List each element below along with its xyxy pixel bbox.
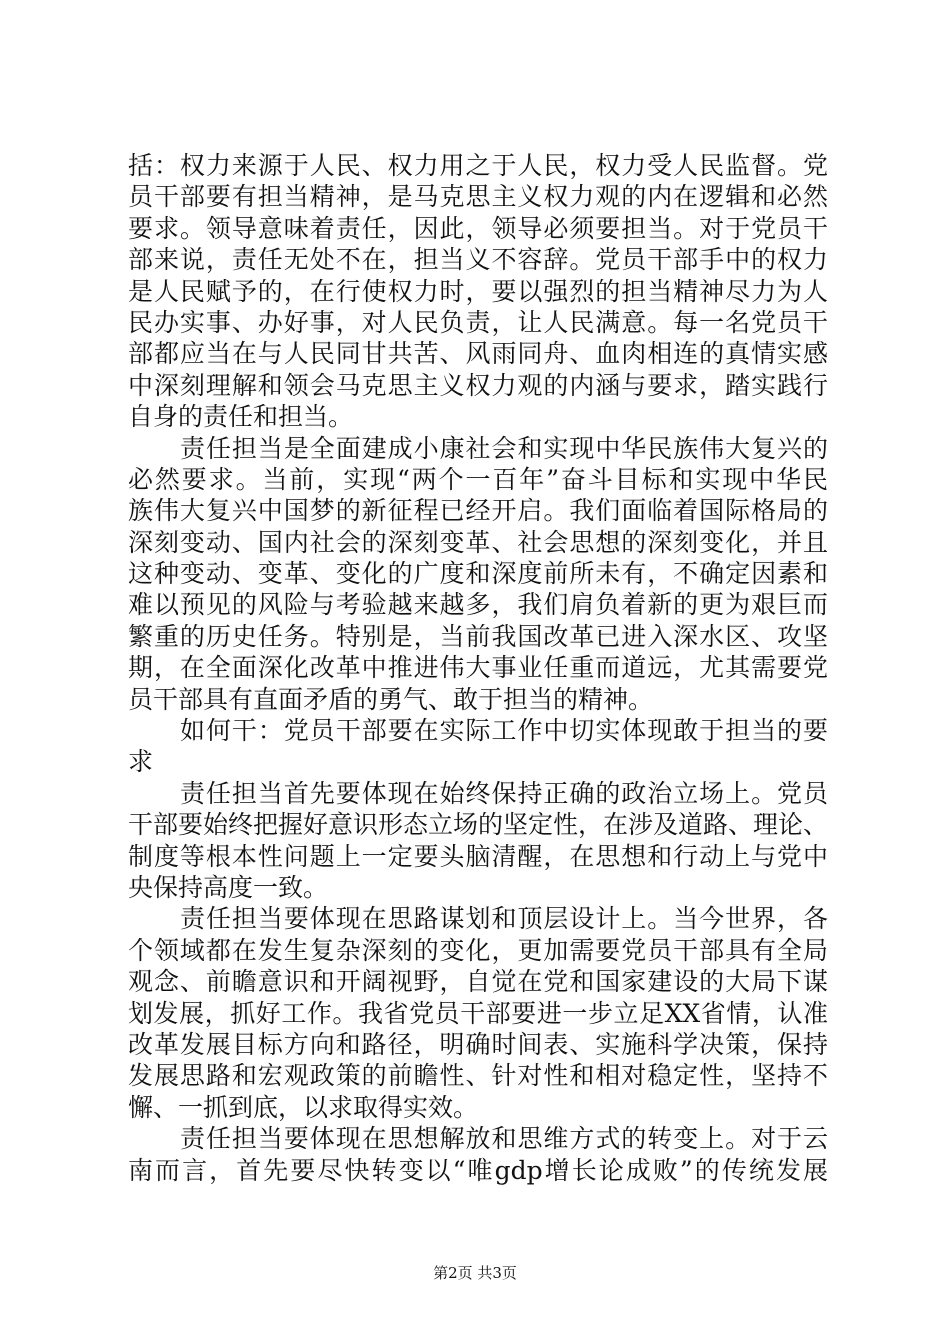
text-line: 这种变动、变革、变化的广度和深度前所未有，不确定因素和 — [128, 559, 828, 589]
text-line: 责任担当要体现在思路谋划和顶层设计上。当今世界，各 — [180, 904, 828, 934]
text-line: 必然要求。当前，实现“两个一百年”奋斗目标和实现中华民 — [128, 464, 828, 494]
text-line: 南而言，首先要尽快转变以“唯gdp增长论成败”的传统发展 — [128, 1155, 828, 1185]
text-line: 责任担当是全面建成小康社会和实现中华民族伟大复兴的 — [180, 433, 828, 463]
text-line: 是人民赋予的，在行使权力时，要以强烈的担当精神尽力为人 — [128, 276, 828, 306]
section-heading-line: 求 — [128, 747, 154, 777]
text-line: 括：权力来源于人民、权力用之于人民，权力受人民监督。党 — [128, 151, 828, 180]
text-line: 要求。领导意味着责任，因此，领导必须要担当。对于党员干 — [128, 213, 828, 243]
text-line: 观念、前瞻意识和开阔视野，自觉在党和国家建设的大局下谋 — [128, 967, 828, 997]
text-line: 改革发展目标方向和路径，明确时间表、实施科学决策，保持 — [128, 1029, 828, 1059]
text-line: 制度等根本性问题上一定要头脑清醒，在思想和行动上与党中 — [128, 841, 828, 871]
text-line: 懈、一抓到底，以求取得实效。 — [128, 1092, 479, 1122]
text-line: 自身的责任和担当。 — [128, 402, 354, 432]
text-line: 族伟大复兴中国梦的新征程已经开启。我们面临着国际格局的 — [128, 496, 828, 526]
text-line: 干部要始终把握好意识形态立场的坚定性，在涉及道路、理论、 — [128, 810, 828, 840]
text-line: 民办实事、办好事，对人民负责，让人民满意。每一名党员干 — [128, 307, 828, 337]
text-line: 员干部具有直面矛盾的勇气、敢于担当的精神。 — [128, 684, 654, 714]
text-line: 部都应当在与人民同甘共苦、风雨同舟、血肉相连的真情实感 — [128, 339, 828, 369]
text-line: 责任担当首先要体现在始终保持正确的政治立场上。党员 — [180, 778, 828, 808]
body-text — [128, 150, 828, 1186]
text-line: 深刻变动、国内社会的深刻变革、社会思想的深刻变化，并且 — [128, 527, 828, 557]
text-line: 难以预见的风险与考验越来越多，我们肩负着新的更为艰巨而 — [128, 590, 828, 620]
text-line: 划发展，抓好工作。我省党员干部要进一步立足XX省情，认准 — [128, 998, 828, 1028]
text-line: 责任担当要体现在思想解放和思维方式的转变上。对于云 — [180, 1124, 828, 1154]
page-number-footer: 第2页 共3页 — [433, 1264, 517, 1282]
text-line: 个领域都在发生复杂深刻的变化，更加需要党员干部具有全局 — [128, 935, 828, 965]
text-line: 期，在全面深化改革中推进伟大事业任重而道远，尤其需要党 — [128, 653, 828, 683]
text-line: 发展思路和宏观政策的前瞻性、针对性和相对稳定性，坚持不 — [128, 1061, 828, 1091]
text-line: 央保持高度一致。 — [128, 872, 329, 902]
text-line: 中深刻理解和领会马克思主义权力观的内涵与要求，踏实践行 — [128, 370, 828, 400]
text-line: 部来说，责任无处不在，担当义不容辞。党员干部手中的权力 — [128, 245, 828, 275]
text-line: 繁重的历史任务。特别是，当前我国改革已进入深水区、攻坚 — [128, 621, 828, 651]
section-heading-line: 如何干：党员干部要在实际工作中切实体现敢于担当的要 — [180, 716, 828, 746]
text-line: 员干部要有担当精神，是马克思主义权力观的内在逻辑和必然 — [128, 182, 828, 212]
